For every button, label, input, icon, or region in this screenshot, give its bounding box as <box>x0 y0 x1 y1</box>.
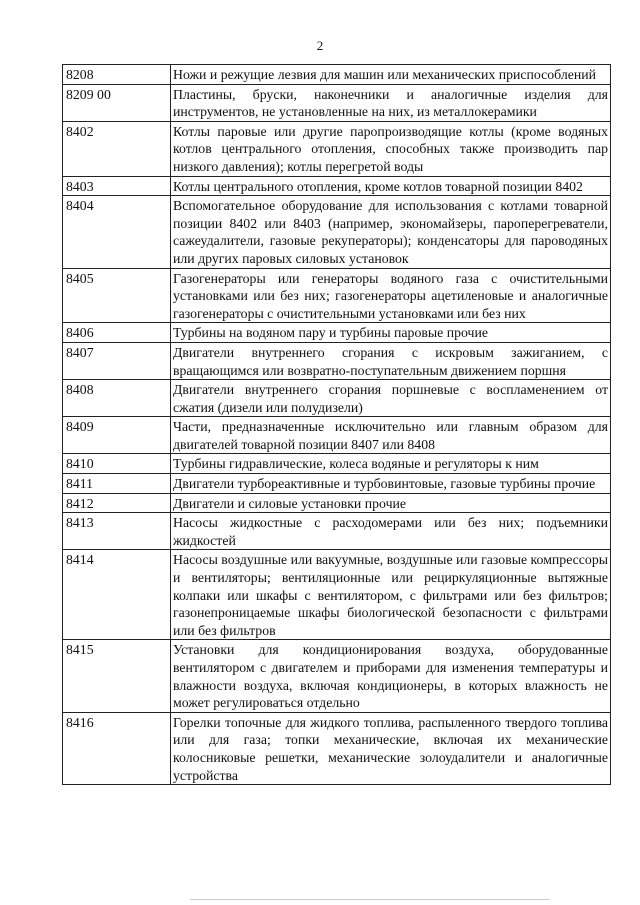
description-cell: Горелки топочные для жидкого топлива, распыленного твердого топлива или для газа; топки механические, включая их механические колосниковые решетки, механические золоудалители и аналогичные устройства <box>171 712 611 784</box>
description-cell: Двигатели внутреннего сгорания поршневые с воспламенением от сжатия (дизели или полудизели) <box>171 380 611 417</box>
page-number: 2 <box>316 38 324 53</box>
hs-code-cell: 8404 <box>63 196 171 268</box>
description-cell: Газогенераторы или генераторы водяного газа с очистительными установками или без них; газогенераторы ацетиленовые и аналогичные газогенераторы с очистительными установками или без них <box>171 268 611 323</box>
hs-code-cell: 8416 <box>63 712 171 784</box>
hs-code-table <box>62 64 611 785</box>
table-row <box>63 65 611 85</box>
description-cell: Двигатели турбореактивные и турбовинтовые, газовые турбины прочие <box>171 474 611 494</box>
hs-code-cell: 8412 <box>63 493 171 513</box>
description-cell: Турбины на водяном пару и турбины паровые прочие <box>171 323 611 343</box>
description-cell: Насосы жидкостные с расходомерами или без них; подъемники жидкостей <box>171 513 611 550</box>
hs-code-cell: 8415 <box>63 640 171 712</box>
hs-code-cell: 8208 <box>63 65 171 85</box>
description-cell: Части, предназначенные исключительно или главным образом для двигателей товарной позиции 8407 или 8408 <box>171 417 611 454</box>
description-cell: Двигатели и силовые установки прочие <box>171 493 611 513</box>
table-row <box>63 454 611 474</box>
hs-code-cell: 8403 <box>63 176 171 196</box>
table-row <box>63 176 611 196</box>
description-cell: Турбины гидравлические, колеса водяные и регуляторы к ним <box>171 454 611 474</box>
hs-code-cell: 8406 <box>63 323 171 343</box>
table-row <box>63 550 611 640</box>
table-row <box>63 342 611 379</box>
description-cell: Ножи и режущие лезвия для машин или механических приспособлений <box>171 65 611 85</box>
table-row <box>63 196 611 268</box>
hs-code-cell: 8402 <box>63 121 171 176</box>
description-cell: Насосы воздушные или вакуумные, воздушные или газовые компрессоры и вентиляторы; вентиляционные или рециркуляционные вытяжные колпаки или шкафы с вентилятором, с фильтрами или без фильтров; газонепроницаемые шкафы биологической безопасности с фильтрами или без фильтров <box>171 550 611 640</box>
table-row <box>63 380 611 417</box>
scan-edge-line <box>190 899 550 900</box>
description-cell: Вспомогательное оборудование для использования с котлами товарной позиции 8402 или 8403 (например, экономайзеры, пароперегреватели, сажеудалители, газовые рекуператоры); конденсаторы для пароводяных или других паровых силовых установок <box>171 196 611 268</box>
description-cell: Пластины, бруски, наконечники и аналогичные изделия для инструментов, не установленные на них, из металлокерамики <box>171 84 611 121</box>
hs-code-cell: 8209 00 <box>63 84 171 121</box>
hs-code-cell: 8407 <box>63 342 171 379</box>
hs-code-cell: 8409 <box>63 417 171 454</box>
hs-code-cell: 8405 <box>63 268 171 323</box>
table-row <box>63 417 611 454</box>
hs-code-cell: 8410 <box>63 454 171 474</box>
table-row <box>63 121 611 176</box>
table-row <box>63 493 611 513</box>
description-cell: Котлы центрального отопления, кроме котлов товарной позиции 8402 <box>171 176 611 196</box>
hs-code-cell: 8414 <box>63 550 171 640</box>
table-row <box>63 323 611 343</box>
table-row <box>63 474 611 494</box>
table-row <box>63 640 611 712</box>
hs-code-cell: 8411 <box>63 474 171 494</box>
table-row <box>63 84 611 121</box>
table-row <box>63 268 611 323</box>
table-row <box>63 712 611 784</box>
description-cell: Двигатели внутреннего сгорания с искровым зажиганием, с вращающимся или возвратно-поступательным движением поршня <box>171 342 611 379</box>
description-cell: Установки для кондиционирования воздуха, оборудованные вентилятором с двигателем и приборами для изменения температуры и влажности воздуха, включая кондиционеры, в которых влажность не может регулироваться отдельно <box>171 640 611 712</box>
hs-code-cell: 8413 <box>63 513 171 550</box>
hs-code-cell: 8408 <box>63 380 171 417</box>
description-cell: Котлы паровые или другие паропроизводящие котлы (кроме водяных котлов центрального отопления, способных также производить пар низкого давления); котлы перегретой воды <box>171 121 611 176</box>
table-row <box>63 513 611 550</box>
